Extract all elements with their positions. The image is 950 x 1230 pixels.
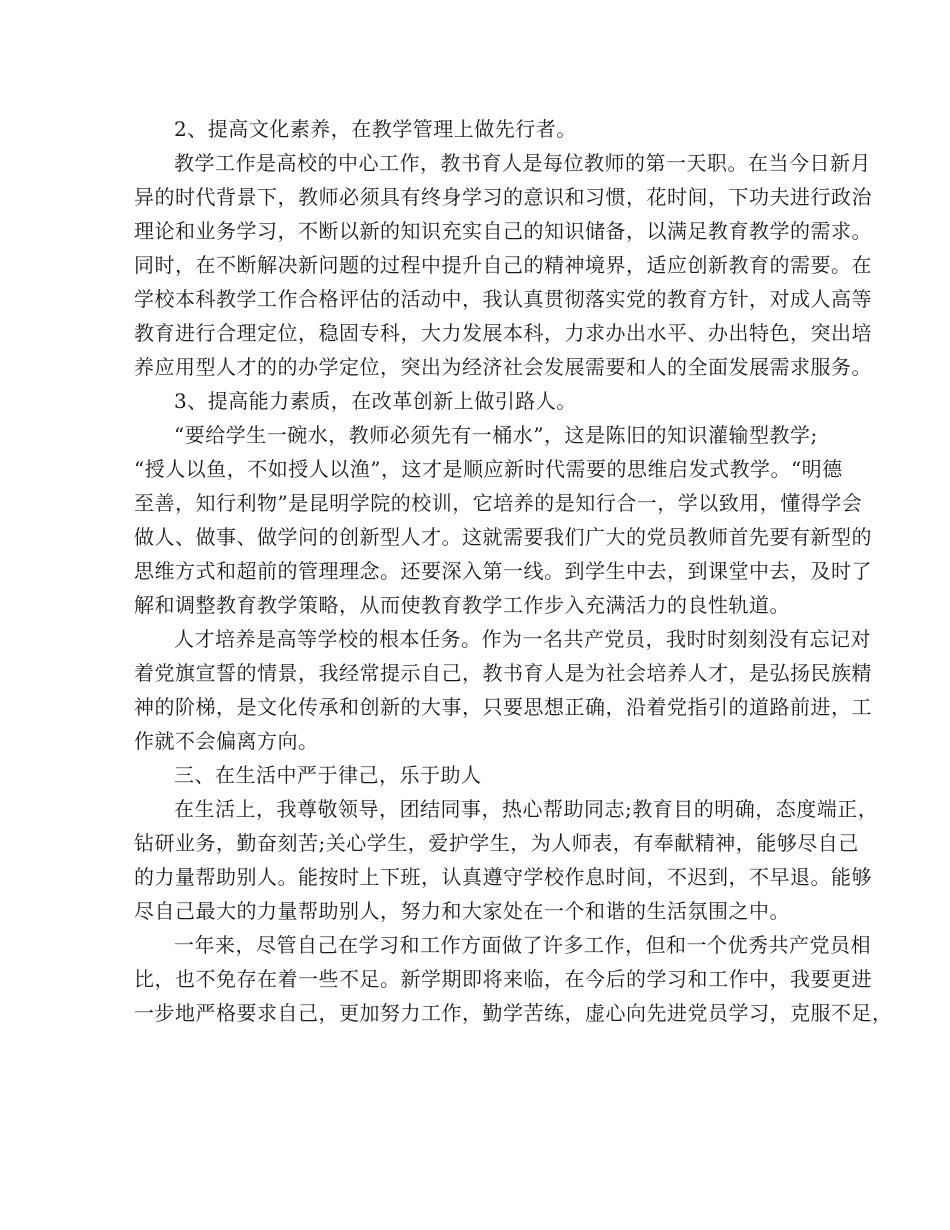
text-line: 做人、做事、做学问的创新型人才。这就需要我们广大的党员教师首先要有新型的 (134, 525, 872, 549)
text-line: 2、提高文化素养，在教学管理上做先行者。 (174, 117, 577, 141)
text-line: 一步地严格要求自己，更加努力工作，勤学苦练，虚心向先进党员学习，克服不足， (134, 1001, 893, 1025)
text-line: 的力量帮助别人。能按时上下班，认真遵守学校作息时间，不迟到，不早退。能够 (134, 865, 872, 889)
text-line: 三、在生活中严于律己，乐于助人 (174, 763, 482, 787)
text-line: 教学工作是高校的中心工作，教书育人是每位教师的第一天职。在当今日新月 (174, 151, 871, 175)
text-line: 学校本科教学工作合格评估的活动中，我认真贯彻落实党的教育方针，对成人高等 (134, 287, 872, 311)
text-line: 一年来，尽管自己在学习和工作方面做了许多工作，但和一个优秀共产党员相 (174, 933, 871, 957)
text-line: 异的时代背景下，教师必须具有终身学习的意识和习惯，花时间，下功夫进行政治 (134, 185, 872, 209)
text-line: 3、提高能力素质，在改革创新上做引路人。 (174, 389, 577, 413)
text-line: 解和调整教育教学策略，从而使教育教学工作步入充满活力的良性轨道。 (134, 593, 790, 617)
text-line: 至善，知行利物”是昆明学院的校训，它培养的是知行合一，学以致用，懂得学会 (134, 491, 863, 515)
text-line: 同时，在不断解决新问题的过程中提升自己的精神境界，适应创新教育的需要。在 (134, 253, 872, 277)
text-line: 养应用型人才的的办学定位，突出为经济社会发展需要和人的全面发展需求服务。 (134, 355, 872, 379)
text-line: “要给学生一碗水，教师必须先有一桶水”，这是陈旧的知识灌输型教学; (174, 423, 818, 447)
text-line: 人才培养是高等学校的根本任务。作为一名共产党员，我时时刻刻没有忘记对 (174, 627, 871, 651)
text-line: 神的阶梯，是文化传承和创新的大事，只要思想正确，沿着党指引的道路前进，工 (134, 695, 872, 719)
text-line: 比，也不免存在着一些不足。新学期即将来临，在今后的学习和工作中，我要更进 (134, 967, 872, 991)
text-line: 理论和业务学习，不断以新的知识充实自己的知识储备，以满足教育教学的需求。 (134, 219, 872, 243)
text-line: 在生活上，我尊敬领导，团结同事，热心帮助同志;教育目的明确，态度端正， (174, 797, 879, 821)
text-line: 教育进行合理定位，稳固专科，大力发展本科，力求办出水平、办出特色，突出培 (134, 321, 872, 345)
text-line: 钻研业务，勤奋刻苦;关心学生，爱护学生，为人师表，有奉献精神，能够尽自己 (134, 831, 859, 855)
text-line: 尽自己最大的力量帮助别人，努力和大家处在一个和谐的生活氛围之中。 (134, 899, 790, 923)
text-line: 思维方式和超前的管理理念。还要深入第一线。到学生中去，到课堂中去，及时了 (134, 559, 872, 583)
text-line: “授人以鱼，不如授人以渔”，这才是顺应新时代需要的思维启发式教学。“明德 (134, 457, 843, 481)
text-line: 着党旗宣誓的情景，我经常提示自己，教书育人是为社会培养人才，是弘扬民族精 (134, 661, 872, 685)
text-line: 作就不会偏离方向。 (134, 729, 319, 753)
document-body (134, 112, 893, 1030)
